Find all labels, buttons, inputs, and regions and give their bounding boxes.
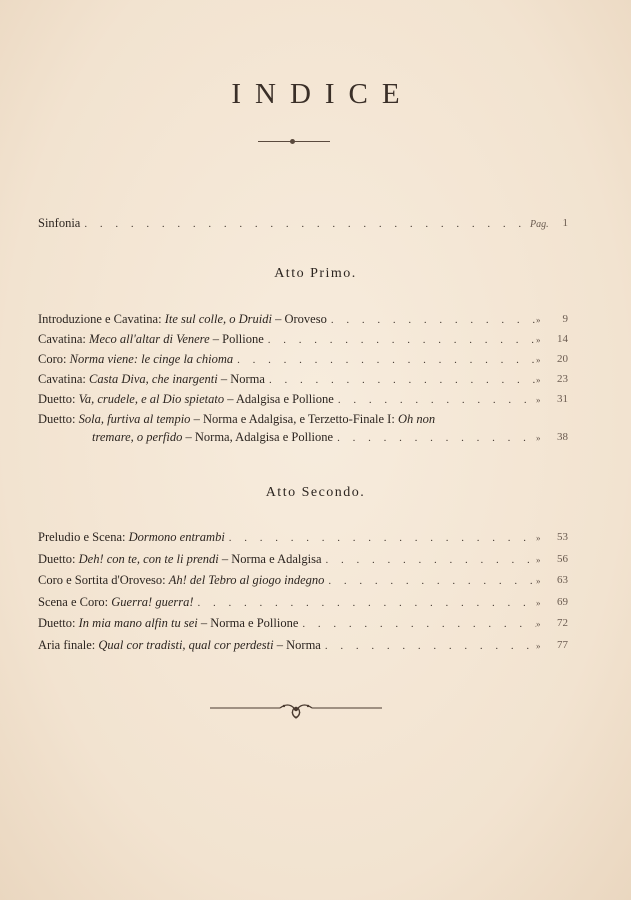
entry-suffix: – Oroveso xyxy=(271,312,327,326)
entry-suffix: – Norma, Adalgisa e Pollione xyxy=(182,430,334,444)
entry-suffix: – Norma e Pollione xyxy=(197,616,299,630)
toc-entry xyxy=(38,370,568,388)
entry-prefix: Cavatina: xyxy=(38,372,90,386)
page-title: INDICE xyxy=(231,78,414,110)
fleuron-ornament-icon xyxy=(210,700,382,724)
entry-prefix: Cavatina: xyxy=(38,332,90,346)
entry-text xyxy=(38,528,225,546)
entry-prefix: Coro e Sortita d'Oroveso: xyxy=(38,573,169,587)
entry-text xyxy=(38,350,233,368)
entry-title: Meco all'altar di Venere xyxy=(89,332,210,346)
page-number: 20 xyxy=(557,353,568,365)
leader-dots xyxy=(264,331,536,349)
entry-title: Ah! del Tebro al giogo indegno xyxy=(168,573,325,587)
toc-entry xyxy=(38,593,568,611)
page-abbrev: Pag. xyxy=(530,219,549,230)
ditto-mark: » xyxy=(536,619,541,629)
toc-entry xyxy=(38,350,568,368)
ditto-mark: » xyxy=(536,335,541,345)
entry-suffix: – Norma e Adalgisa xyxy=(218,551,322,566)
entry-title: Qual cor tradisti, qual cor perdesti xyxy=(98,637,274,652)
toc-entry xyxy=(38,636,568,654)
entry-title: Dormono entrambi xyxy=(128,530,225,544)
page-number: 23 xyxy=(557,373,568,385)
rule-dot xyxy=(290,139,295,144)
entry-title: Norma viene: le cinge la chioma xyxy=(69,352,234,366)
ditto-mark: » xyxy=(536,640,541,651)
entry-title: In mia mano alfin tu sei xyxy=(78,616,198,630)
toc-entry xyxy=(38,330,568,348)
leader-dots xyxy=(334,391,536,409)
page-number: 77 xyxy=(557,638,568,651)
entry-prefix: Coro: xyxy=(38,352,70,366)
entry-prefix: Scena e Coro: xyxy=(38,594,112,609)
leader-dots xyxy=(194,594,536,612)
title-rule-ornament xyxy=(258,141,330,142)
page-number: 63 xyxy=(557,574,568,586)
entry-suffix: – Pollione xyxy=(209,332,264,346)
page-number: 31 xyxy=(557,393,568,405)
entry-prefix: Duetto: xyxy=(38,412,79,426)
ditto-mark: » xyxy=(536,375,541,385)
entry-prefix: Introduzione e Cavatina: xyxy=(38,312,165,326)
ditto-mark: » xyxy=(536,315,541,325)
entry-text xyxy=(92,428,333,446)
entry-suffix: – Adalgisa e Pollione xyxy=(224,392,334,406)
leader-dots xyxy=(321,637,536,655)
leader-dots xyxy=(327,311,536,329)
page-number: 1 xyxy=(562,217,568,229)
entry-title-2: Oh non xyxy=(397,412,436,426)
leader-dots xyxy=(233,351,536,369)
entry-prefix: Duetto: xyxy=(38,616,79,630)
toc-entry xyxy=(38,614,568,632)
toc-entry xyxy=(38,571,568,589)
page-number: 53 xyxy=(557,531,568,543)
entry-suffix: – Norma xyxy=(217,372,265,386)
entry-text xyxy=(38,593,194,611)
ditto-mark: » xyxy=(536,554,541,565)
entry-prefix: Aria finale: xyxy=(38,637,99,652)
entry-text xyxy=(38,410,435,428)
entry-text xyxy=(38,636,321,654)
entry-title: Deh! con te, con te li prendi xyxy=(78,551,219,566)
entry-text xyxy=(38,390,334,408)
entry-prefix: Duetto: xyxy=(38,392,79,406)
entry-title: Va, crudele, e al Dio spietato xyxy=(78,392,225,406)
page-number: 14 xyxy=(557,333,568,345)
entry-suffix: – Norma e Adalgisa, e Terzetto-Finale I: xyxy=(190,412,398,426)
toc-entry xyxy=(38,310,568,328)
entry-suffix: – Norma xyxy=(273,637,321,652)
leader-dots xyxy=(298,615,536,633)
ditto-mark: » xyxy=(536,433,541,443)
page-number: 72 xyxy=(557,617,568,629)
entry-title: Casta Diva, che inargenti xyxy=(89,372,218,386)
toc-entry-terzetto-line1 xyxy=(38,410,558,428)
ditto-mark: » xyxy=(536,597,541,608)
entry-text xyxy=(38,571,324,589)
leader-dots xyxy=(333,429,536,447)
leader-dots xyxy=(225,529,536,547)
toc-entry xyxy=(38,390,568,408)
entry-text: Sinfonia xyxy=(38,216,81,230)
leader-dots xyxy=(80,215,530,233)
entry-text xyxy=(38,550,322,568)
leader-dots xyxy=(324,572,536,590)
toc-entry xyxy=(38,550,568,568)
entry-text xyxy=(38,330,264,348)
section-heading-atto-secondo: Atto Secondo. xyxy=(265,485,366,500)
entry-text xyxy=(38,614,298,632)
toc-entry-terzetto-line2 xyxy=(92,428,568,446)
page-number: 69 xyxy=(557,595,568,608)
section-heading-atto-primo: Atto Primo. xyxy=(274,266,357,281)
entry-title: Sola, furtiva al tempio xyxy=(78,412,191,426)
toc-entry-sinfonia xyxy=(38,214,568,232)
ditto-mark: » xyxy=(536,533,541,543)
ditto-mark: » xyxy=(536,355,541,365)
entry-text xyxy=(38,310,327,328)
ditto-mark: » xyxy=(536,395,541,405)
entry-title: Guerra! guerra! xyxy=(111,594,194,609)
toc-entry xyxy=(38,528,568,546)
entry-title: tremare, o perfido xyxy=(92,430,183,444)
leader-dots xyxy=(322,551,536,569)
entry-title: Ite sul colle, o Druidi xyxy=(164,312,272,326)
leader-dots xyxy=(265,371,536,389)
ditto-mark: » xyxy=(536,576,541,586)
entry-text xyxy=(38,370,265,388)
entry-prefix: Duetto: xyxy=(38,551,79,566)
page-number: 38 xyxy=(557,431,568,443)
entry-prefix: Preludio e Scena: xyxy=(38,530,129,544)
page-number: 9 xyxy=(562,313,568,325)
page-number: 56 xyxy=(557,552,568,565)
